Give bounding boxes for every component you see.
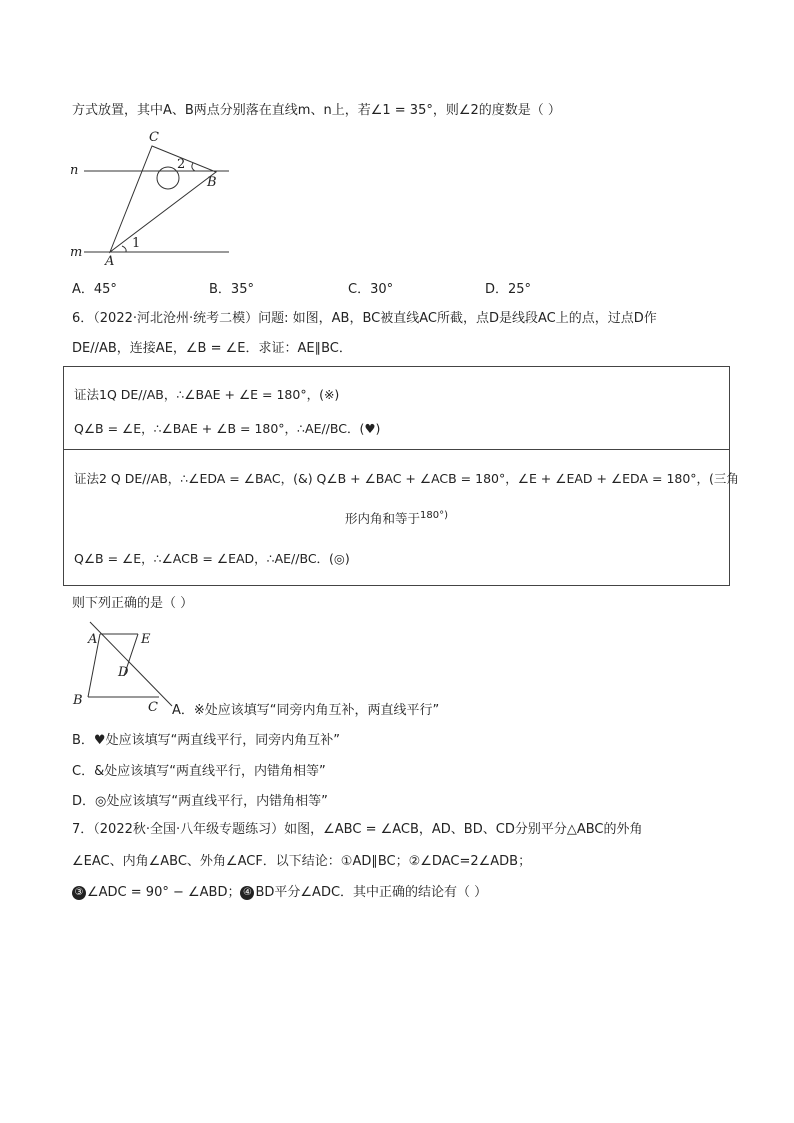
q5-option-b[interactable]: B．35° <box>209 282 254 297</box>
q6-option-a[interactable]: A．※处应该填写“同旁内角互补，两直线平行” <box>172 703 440 718</box>
proof2-line2-sup: 180°) <box>420 509 448 521</box>
q6-stem-line1: 6．（2022·河北沧州·统考二模）问题: 如图，AB，BC被直线AC所截，点D是线段AC上的点，过点D作 <box>72 311 657 326</box>
q6-label-D: D <box>118 665 129 680</box>
q6-label-E: E <box>141 632 151 647</box>
q6-figure <box>68 620 178 712</box>
q5-option-c[interactable]: C．30° <box>348 282 394 297</box>
q6-stem-line2: DE//AB，连接AE，∠B = ∠E．求证：AE∥BC． <box>72 341 352 356</box>
q6-label-A: A <box>88 632 98 647</box>
q7-line3-part-a: ∠ADC = 90° − ∠ABD； <box>87 885 241 900</box>
q5-label-n: n <box>70 163 79 178</box>
q6-label-C: C <box>148 700 158 712</box>
q5-figure <box>64 126 244 268</box>
proof1-line1: 证法1Q DE//AB，∴∠BAE + ∠E = 180°，(※) <box>74 387 340 402</box>
proof-divider <box>64 449 729 450</box>
q6-option-d[interactable]: D．◎处应该填写“两直线平行，内错角相等” <box>72 794 328 809</box>
proof2-line3: Q∠B = ∠E，∴∠ACB = ∠EAD，∴AE//BC．(◎) <box>74 551 350 566</box>
q5-label-1: 1 <box>132 236 141 251</box>
q5-label-A: A <box>105 254 115 268</box>
proof2-line2-text: 形内角和等于 <box>344 511 420 526</box>
proof1-line2: Q∠B = ∠E，∴∠BAE + ∠B = 180°，∴AE//BC．(♥) <box>74 421 381 436</box>
q5-option-d[interactable]: D．25° <box>485 282 532 297</box>
proof2-line2 <box>64 509 729 527</box>
proof-table <box>63 366 739 586</box>
q5-label-m: m <box>70 245 83 260</box>
q6-option-b[interactable]: B．♥处应该填写“两直线平行，同旁内角互补” <box>72 733 341 748</box>
proof2-line1: 证法2 Q DE//AB，∴∠EDA = ∠BAC，(&) Q∠B + ∠BAC + ∠ACB = 180°，∠E + ∠EAD + ∠EDA = 180°，(三角 <box>74 471 739 486</box>
conclusion-4-marker: ④ <box>240 886 254 900</box>
q5-label-B: B <box>207 175 217 190</box>
q5-label-2: 2 <box>177 157 186 172</box>
q6-option-c[interactable]: C．&处应该填写“两直线平行，内错角相等” <box>72 764 326 779</box>
q5-option-a[interactable]: A．45° <box>72 282 117 297</box>
q7-line2: ∠EAC、内角∠ABC、外角∠ACF．以下结论：①AD∥BC；②∠DAC=2∠ADB； <box>72 854 532 869</box>
q5-stem: 方式放置，其中A、B两点分别落在直线m、n上，若∠1 = 35°，则∠2的度数是（ ） <box>72 103 561 118</box>
q7-line1: 7．（2022秋·全国·八年级专题练习）如图，∠ABC = ∠ACB，AD、BD、CD分别平分△ABC的外角 <box>72 822 643 837</box>
q6-question: 则下列正确的是（ ） <box>72 596 194 611</box>
q7-line3-part-b: BD平分∠ADC．其中正确的结论有（ ） <box>255 885 488 900</box>
q5-label-C: C <box>149 130 159 145</box>
q6-label-B: B <box>73 693 83 708</box>
q7-line3 <box>72 884 487 902</box>
conclusion-3-marker: ③ <box>72 886 86 900</box>
